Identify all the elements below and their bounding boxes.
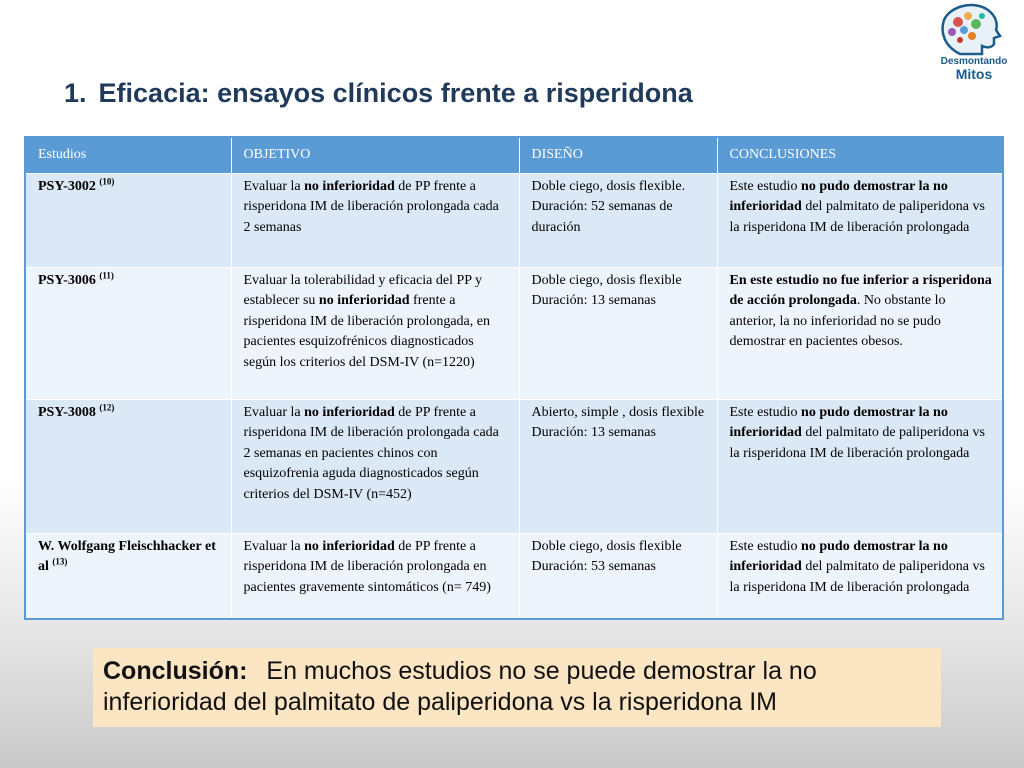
diseno-line: Abierto, simple , dosis flexible [531,404,705,420]
cell-study [25,533,231,619]
bold-text: no pudo demostrar la no inferioridad [729,538,948,574]
desmontando-mitos-logo [930,2,1018,82]
diseno-line: Doble ciego, dosis flexible. [531,178,686,194]
text-run: de PP frente a risperidona IM de liberación prolongada cada 2 semanas en pacientes chinos con esquizofrenia aguda diagnosticados según criterios del DSM-IV (n=452) [243,404,499,502]
header-estudios: Estudios [25,137,231,173]
cell-objetivo [231,399,519,533]
cell-study [25,267,231,399]
cell-conclusion [717,173,1003,267]
text-run: frente a risperidona IM de liberación prolongada, en pacientes esquizofrénicos diagnosticados según los criterios del DSM-IV (n=1220) [243,293,490,370]
bold-text: no inferioridad [304,404,395,420]
diseno-line: Duración: 53 semanas [531,559,656,574]
text-run: de PP frente a risperidona IM de liberación prolongada en pacientes gravemente sintomáticos (n= 749) [243,538,491,595]
header-diseno: DISEÑO [519,137,717,173]
bold-text: En este estudio no fue inferior a risperidona de acción prolongada [729,272,992,308]
logo-text-desmontando: Desmontando [940,56,1008,67]
study-reference: (11) [99,269,114,280]
study-reference: (12) [99,401,115,412]
text-run: . No obstante lo anterior, la no inferioridad no se pudo demostrar en pacientes obesos. [729,293,946,349]
conclusion-text: En muchos estudios no se puede demostrar la no inferioridad del palmitato de paliperidona vs la risperidona IM [103,657,817,716]
cell-objetivo [231,533,519,619]
text-run: del palmitato de paliperidona vs la risperidona IM de liberación prolongada [729,559,985,595]
text-run: Evaluar la [243,178,305,194]
slide-title [64,78,693,109]
title-text: Eficacia: ensayos clínicos frente a risperidona [98,78,693,108]
study-name: PSY-3002 [38,178,96,194]
text-run: Este estudio [729,178,802,194]
text-run: de PP frente a risperidona IM de liberación prolongada cada 2 semanas [243,178,499,235]
conclusion-lead: Conclusión: [103,657,248,685]
cell-study [25,399,231,533]
study-name: PSY-3006 [38,272,96,288]
cell-diseno [519,173,717,267]
text-run: Este estudio [729,404,802,420]
cell-objetivo [231,173,519,267]
cell-conclusion [717,399,1003,533]
table-row [25,533,1003,619]
diseno-line: Duración: 52 semanas de duración [531,199,673,235]
cell-conclusion [717,533,1003,619]
text-run: Evaluar la tolerabilidad y eficacia del PP y establecer su [243,272,483,308]
diseno-line: Duración: 13 semanas [531,293,656,308]
diseno-line: Doble ciego, dosis flexible [531,272,682,288]
studies-table [24,136,1004,620]
table-row [25,267,1003,399]
bold-text: no inferioridad [318,293,410,308]
table-row [25,399,1003,533]
cell-objetivo [231,267,519,399]
bold-text: no inferioridad [304,538,395,554]
study-name: W. Wolfgang Fleischhacker et al [38,538,216,574]
study-reference: (13) [52,556,68,567]
bold-text: no pudo demostrar la no inferioridad [729,404,948,440]
conclusion-box [93,648,941,727]
logo-text-mitos: Mitos [955,66,993,82]
cell-conclusion [717,267,1003,399]
study-name: PSY-3008 [38,404,96,420]
cell-study [25,173,231,267]
cell-diseno [519,399,717,533]
text-run: del palmitato de paliperidona vs la risperidona IM de liberación prolongada [729,425,985,461]
title-number: 1. [64,78,87,108]
text-run: del palmitato de paliperidona vs la risperidona IM de liberación prolongada [729,199,985,235]
diseno-line: Doble ciego, dosis flexible [531,538,682,554]
text-run: Evaluar la [243,404,305,420]
header-objetivo: OBJETIVO [231,137,519,173]
header-conclusiones: CONCLUSIONES [717,137,1003,173]
table-header-row [25,137,1003,173]
diseno-line: Duración: 13 semanas [531,425,656,440]
brain-head-icon [930,2,1018,58]
text-run: Este estudio [729,538,802,554]
bold-text: no inferioridad [304,178,395,194]
bold-text: no pudo demostrar la no inferioridad [729,178,948,214]
study-reference: (10) [99,175,115,186]
cell-diseno [519,533,717,619]
table-row [25,173,1003,267]
cell-diseno [519,267,717,399]
text-run: Evaluar la [243,538,305,554]
